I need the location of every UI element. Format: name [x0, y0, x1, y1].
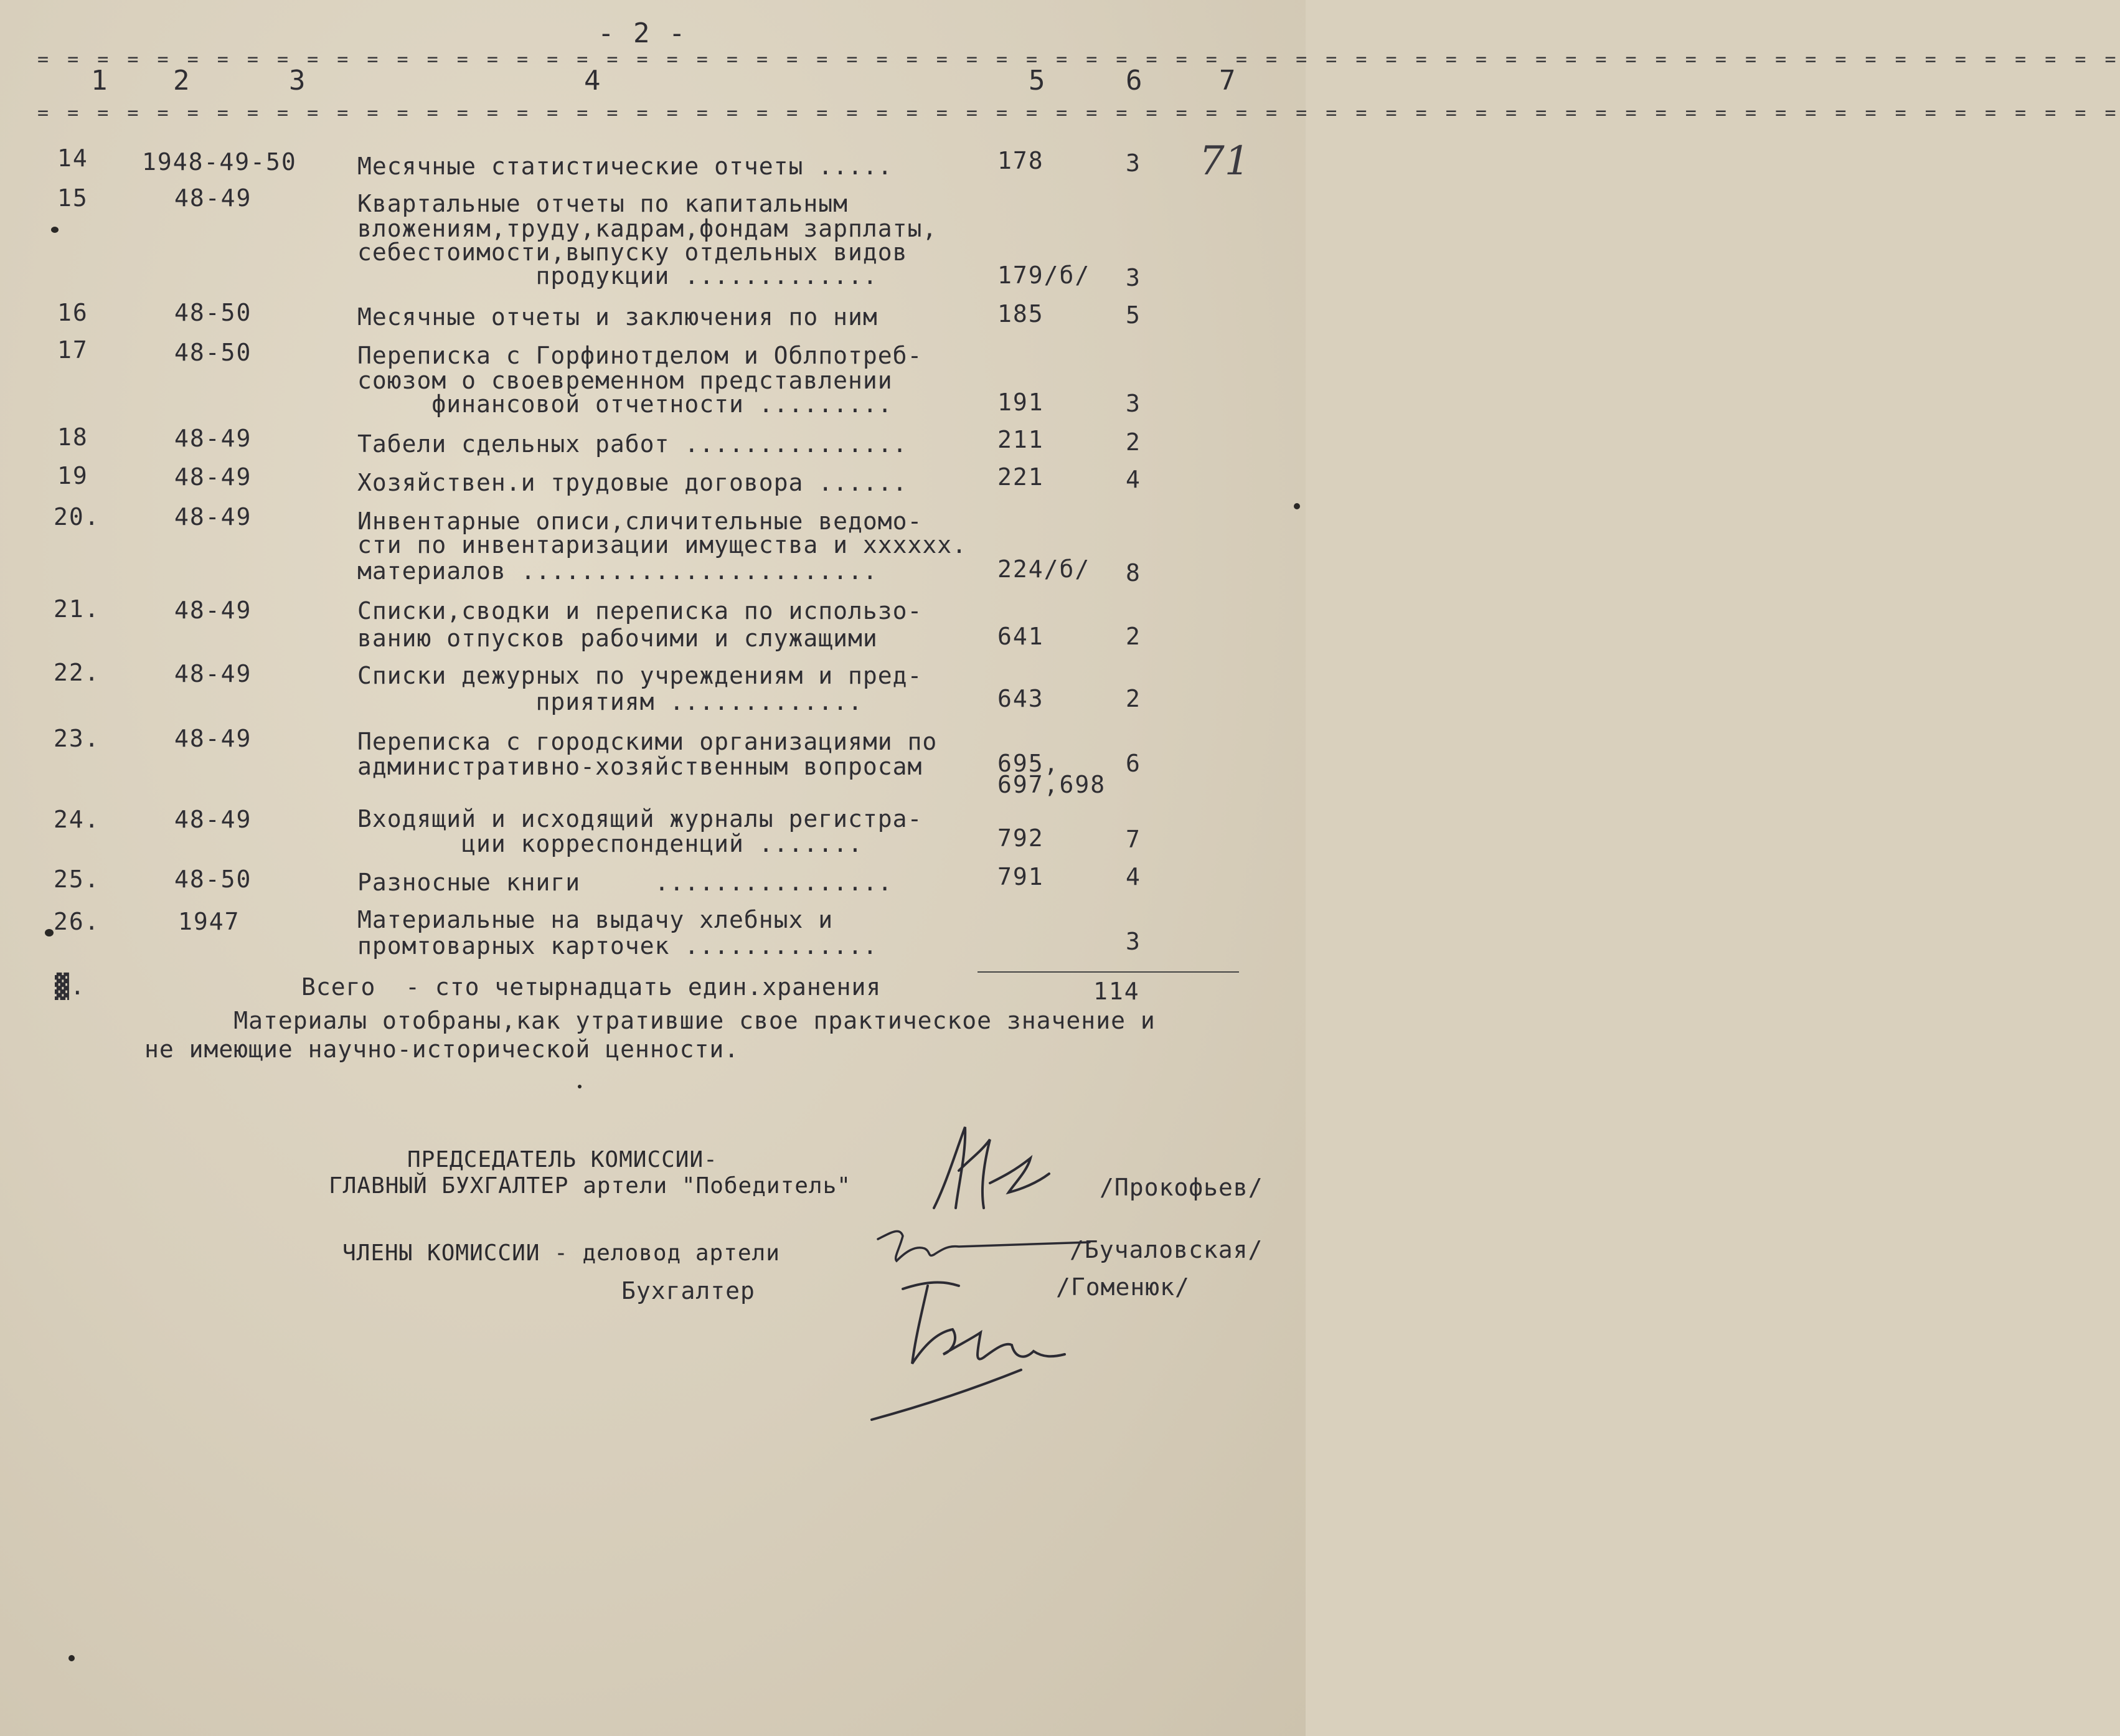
row-desc-line: Хозяйствен.и трудовые договора ...... — [357, 469, 908, 496]
row-years: 48-49 — [174, 184, 252, 212]
col-head-5: 5 — [1029, 65, 1047, 97]
row-count: 3 — [1126, 149, 1141, 177]
total-mark: ▓. — [55, 973, 86, 1000]
row-num: 21. — [54, 595, 100, 623]
row-years: 48-49 — [174, 660, 252, 687]
row-desc-line: Инвентарные описи,сличительные ведомо- — [357, 507, 923, 535]
row-count: 2 — [1126, 428, 1141, 456]
row-num: 16 — [57, 299, 88, 326]
row-sheet-continued: 697,698 — [997, 771, 1106, 798]
col-head-4: 4 — [584, 65, 602, 97]
row-sheet: 178 — [997, 147, 1044, 174]
row-desc-line: сти по инвентаризации имущества и хххххх. — [357, 531, 967, 559]
member1-name: /Бучаловская/ — [1070, 1236, 1263, 1263]
member2-signature — [865, 1270, 1102, 1426]
row-years: 48-49 — [174, 425, 252, 452]
page-number: - 2 - — [598, 17, 687, 49]
row-desc-line: союзом о своевременном представлении — [357, 367, 893, 394]
row-sheet: 191 — [997, 389, 1044, 416]
total-rule — [978, 971, 1239, 973]
row-desc-line: Переписка с городскими организациями по — [357, 728, 938, 755]
chair-title-line-2: ГЛАВНЫЙ БУХГАЛТЕР артели "Победитель" — [329, 1173, 851, 1199]
paper-speck — [1294, 503, 1300, 509]
chair-name: /Прокофьев/ — [1100, 1174, 1263, 1201]
row-desc-line: продукции ............. — [357, 262, 878, 290]
row-count: 3 — [1126, 264, 1141, 291]
row-desc-line: ванию отпусков рабочими и служащими — [357, 625, 878, 652]
row-num: 19 — [57, 462, 88, 489]
col-head-6: 6 — [1126, 65, 1144, 97]
total-count: 114 — [1093, 978, 1140, 1005]
row-count: 4 — [1126, 863, 1141, 890]
row-sheet: 221 — [997, 463, 1044, 491]
row-desc-line: материалов ........................ — [357, 557, 878, 585]
row-sheet: 695, — [997, 750, 1060, 777]
row-desc-line: приятиям ............. — [357, 688, 863, 715]
row-count: 3 — [1126, 390, 1141, 417]
row-desc-line: Списки,сводки и переписка по использо- — [357, 597, 923, 625]
row-desc-line: Материальные на выдачу хлебных и — [357, 906, 834, 933]
row-num: 26. — [54, 908, 100, 935]
margin-handwritten-note: 71 — [1199, 138, 1250, 184]
row-years: 1947 — [178, 908, 240, 935]
row-sheet: 792 — [997, 824, 1044, 852]
row-desc-line: Входящий и исходящий журналы регистра- — [357, 805, 923, 833]
col-head-7: 7 — [1219, 65, 1237, 97]
row-years: 48-49 — [174, 725, 252, 752]
row-years: 48-50 — [174, 339, 252, 366]
row-sheet: 224/б/ — [997, 555, 1091, 583]
row-count: 8 — [1126, 559, 1141, 587]
chair-signature — [921, 1115, 1058, 1220]
total-text: Всего - сто четырнадцать един.хранения — [301, 973, 882, 1001]
note-line: не имеющие научно-исторической ценности. — [144, 1035, 740, 1063]
header-rule-top: = = = = = = = = = = = = = = = = = = = = = = = = = = = = = = = = = = = = = = = = = = = = = = = = = = = = = = = = = = = = = = = = = = = = = = — [37, 49, 2120, 70]
row-num: 23. — [54, 725, 100, 752]
row-desc-line: административно-хозяйственным вопросам — [357, 753, 923, 780]
row-num: 14 — [57, 144, 88, 172]
row-desc-line: Квартальные отчеты по капитальным — [357, 190, 848, 217]
row-desc-line: промтоварных карточек ............. — [357, 932, 878, 960]
row-desc-line: Месячные отчеты и заключения по ним — [357, 303, 878, 331]
members-label: ЧЛЕНЫ КОМИССИИ - деловод артели — [342, 1240, 780, 1266]
row-desc-line: Табели сдельных работ ............... — [357, 430, 908, 458]
row-count: 2 — [1126, 685, 1141, 712]
row-years: 48-49 — [174, 597, 252, 624]
row-count: 7 — [1126, 826, 1141, 853]
row-num: 25. — [54, 866, 100, 893]
row-sheet: 179/б/ — [997, 262, 1091, 289]
row-years: 48-49 — [174, 463, 252, 491]
col-head-3: 3 — [289, 65, 307, 97]
row-count: 5 — [1126, 301, 1141, 329]
row-count: 6 — [1126, 750, 1141, 777]
row-num: 15 — [57, 184, 88, 212]
row-desc-line: Списки дежурных по учреждениям и пред- — [357, 662, 923, 689]
row-num: 24. — [54, 806, 100, 833]
row-years: 48-49 — [174, 806, 252, 833]
header-rule-bottom: = = = = = = = = = = = = = = = = = = = = = = = = = = = = = = = = = = = = = = = = = = = = = = = = = = = = = = = = = = = = = = = = = = = = = = — [37, 102, 2120, 124]
row-sheet: 211 — [997, 426, 1044, 453]
paper-speck — [45, 929, 54, 936]
row-desc-line: себестоимости,выпуску отдельных видов — [357, 238, 908, 266]
row-num: 20. — [54, 503, 100, 531]
paper-speck — [51, 227, 59, 233]
row-sheet: 641 — [997, 623, 1044, 650]
row-count: 3 — [1126, 928, 1141, 955]
col-head-2: 2 — [173, 65, 191, 97]
row-num: 17 — [57, 336, 88, 364]
member2-role: Бухгалтер — [621, 1277, 755, 1304]
row-years: 48-49 — [174, 503, 252, 531]
row-sheet: 791 — [997, 863, 1044, 890]
row-count: 2 — [1126, 623, 1141, 650]
row-desc-line: Разносные книги ................ — [357, 869, 893, 896]
row-desc-line: финансовой отчетности ......... — [357, 390, 893, 418]
row-sheet: 643 — [997, 685, 1044, 712]
row-sheet: 185 — [997, 300, 1044, 328]
row-num: 22. — [54, 659, 100, 686]
chair-title-line-1: ПРЕДСЕДАТЕЛЬ КОМИССИИ- — [407, 1147, 718, 1172]
paper-speck — [578, 1085, 582, 1088]
paper-speck — [68, 1655, 75, 1661]
row-desc-line: вложениям,труду,кадрам,фондам зарплаты, — [357, 215, 938, 242]
row-desc-line: Переписка с Горфинотделом и Облпотреб- — [357, 342, 923, 369]
col-head-1: 1 — [91, 65, 109, 97]
row-num: 18 — [57, 423, 88, 451]
row-years: 48-50 — [174, 866, 252, 893]
member2-name: /Гоменюк/ — [1056, 1273, 1190, 1301]
member1-signature — [872, 1220, 1096, 1276]
row-desc-line: ции корреспонденций ....... — [357, 830, 863, 857]
row-desc-line: Месячные статистические отчеты ..... — [357, 153, 893, 180]
row-years: 48-50 — [174, 299, 252, 326]
row-years: 1948-49-50 — [142, 148, 297, 176]
note-line: Материалы отобраны,как утратившие свое практическое значение и — [144, 1007, 1156, 1034]
row-count: 4 — [1126, 466, 1141, 493]
